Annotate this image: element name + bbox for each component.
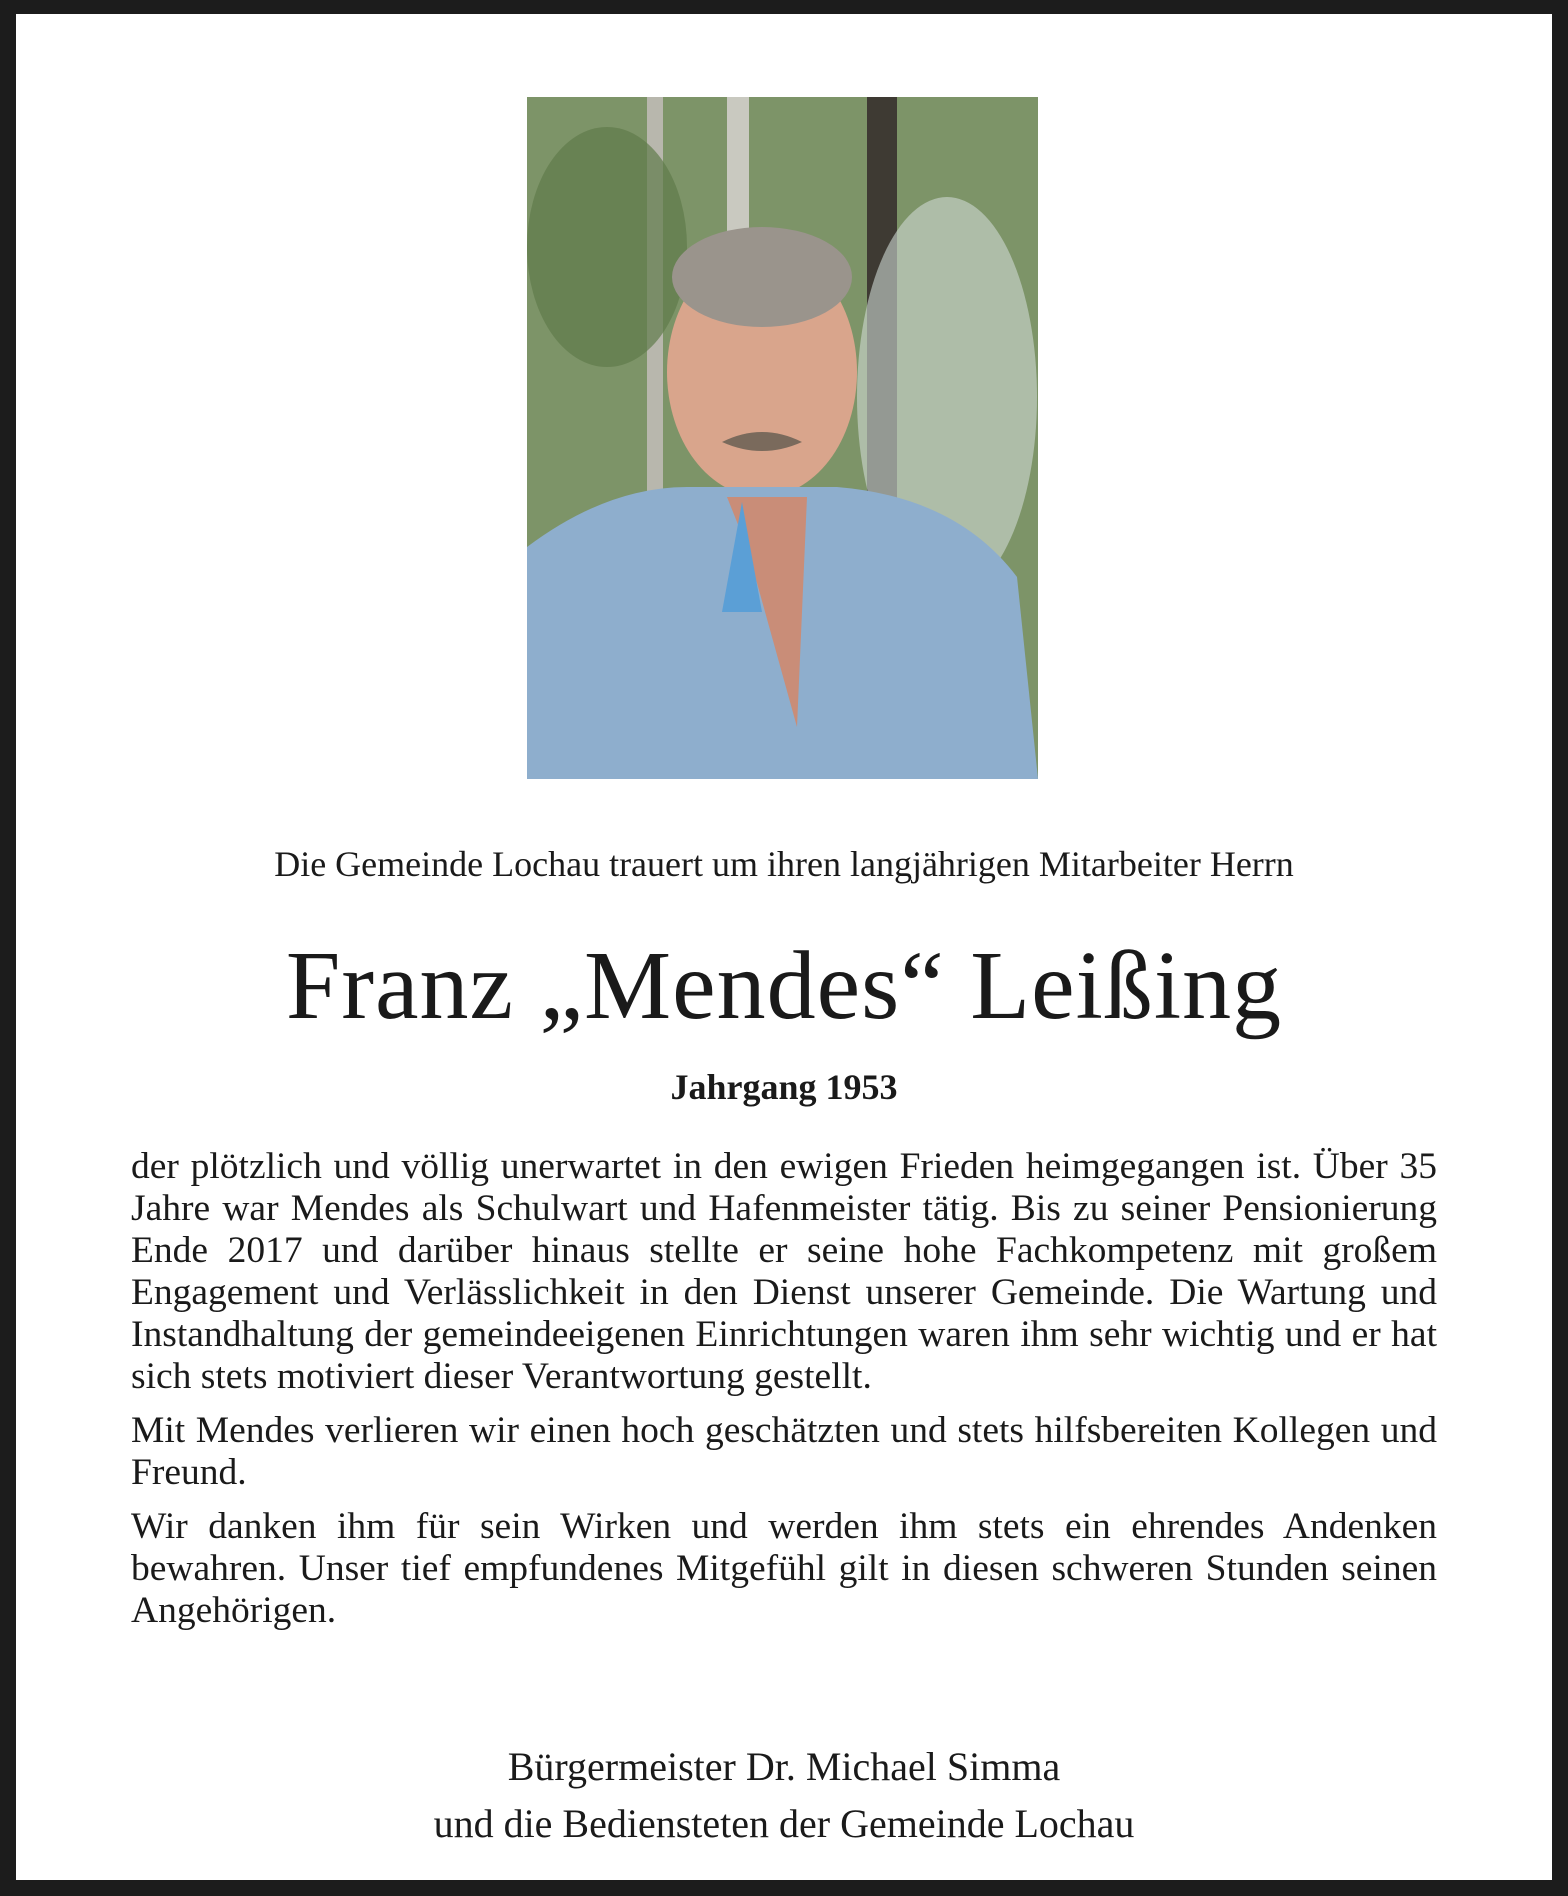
obituary-text	[131, 1146, 1437, 1644]
birth-year: Jahrgang 1953	[670, 1067, 898, 1107]
paragraph: Wir danken ihm für sein Wirken und werden ihm stets ein ehrendes Andenken bewahren. Unser tief empfundenes Mitgefühl gilt in diesen schweren Stunden seinen Angehörigen.	[131, 1506, 1437, 1631]
signature-line: Bürgermeister Dr. Michael Simma	[507, 1744, 1061, 1789]
signature-line: und die Bediensteten der Gemeinde Lochau	[433, 1801, 1135, 1846]
intro-line: Die Gemeinde Lochau trauert um ihren langjährigen Mitarbeiter Herrn	[274, 844, 1294, 884]
signature	[0, 1738, 1568, 1852]
paragraph: der plötzlich und völlig unerwartet in den ewigen Frieden heimgegangen ist. Über 35 Jahre war Mendes als Schulwart und Hafenmeister tätig. Bis zu seiner Pensionierung Ende 2017 und darüber hinaus stellte er seine hohe Fachkompetenz mit großem Engagement und Verlässlichkeit in den Dienst unserer Gemeinde. Die Wartung und Instandhaltung der gemeindeeigenen Einrichtungen waren ihm sehr wichtig und er hat sich stets motiviert dieser Verantwortung gestellt.	[131, 1146, 1437, 1397]
portrait-photo	[527, 97, 1038, 779]
paragraph: Mit Mendes verlieren wir einen hoch geschätzten und stets hilfsbereiten Kollegen und Freund.	[131, 1410, 1437, 1493]
deceased-name: Franz „Mendes“ Leißing	[285, 932, 1283, 1040]
